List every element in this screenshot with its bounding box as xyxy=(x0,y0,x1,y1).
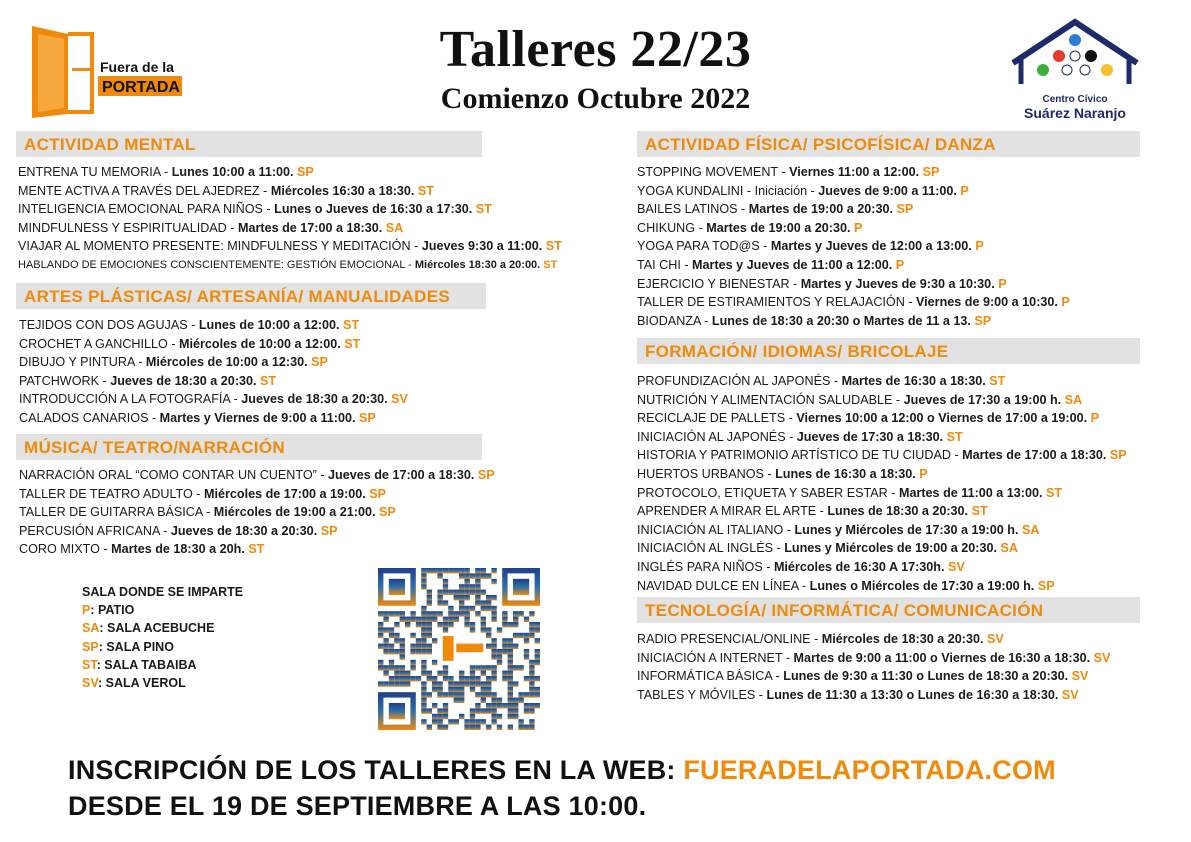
workshop-name: RADIO PRESENCIAL/ONLINE - xyxy=(637,632,822,646)
workshop-item xyxy=(19,316,486,335)
workshop-room-code: SP xyxy=(1037,578,1055,593)
workshop-item xyxy=(19,353,486,372)
workshop-item xyxy=(637,409,1140,428)
workshop-room-code: P xyxy=(919,466,928,481)
workshop-name: CROCHET A GANCHILLO - xyxy=(19,336,180,351)
workshop-item xyxy=(637,163,1140,182)
workshop-room-code: P xyxy=(975,239,984,254)
workshop-schedule: Jueves de 18:30 a 20:30. xyxy=(241,392,388,407)
workshop-schedule: Martes de 16:30 a 18:30. xyxy=(841,374,986,388)
workshop-name: CHIKUNG - xyxy=(637,220,707,235)
workshop-room-code: SP xyxy=(297,165,314,179)
workshop-name: TABLES Y MÓVILES - xyxy=(637,687,767,702)
workshop-item xyxy=(637,539,1140,558)
workshop-room-code: P xyxy=(960,183,969,198)
workshop-name: INFORMÁTICA BÁSICA - xyxy=(637,669,784,684)
workshop-schedule: Miércoles 16:30 a 18:30. xyxy=(270,183,415,198)
workshop-name: MINDFULNESS Y ESPIRITUALIDAD - xyxy=(18,220,238,235)
workshop-schedule: Lunes de 18:30 a 20:30. xyxy=(827,504,969,519)
workshop-item xyxy=(637,686,1140,705)
legend-entry xyxy=(82,674,243,692)
workshop-room-code: ST xyxy=(545,239,562,254)
workshop-item xyxy=(18,200,492,219)
legend-entries xyxy=(82,601,243,692)
workshop-name: RECICLAJE DE PALLETS - xyxy=(637,411,797,426)
workshop-name: TAI CHI - xyxy=(637,257,693,272)
workshop-schedule: Lunes de 18:30 a 20:30 o Martes de 11 a 13. xyxy=(711,313,971,328)
workshop-list xyxy=(637,163,1140,330)
workshop-item xyxy=(637,558,1140,577)
workshop-schedule: Lunes o Jueves de 16:30 a 17:30. xyxy=(274,202,473,217)
workshop-name: BAILES LATINOS - xyxy=(637,202,749,217)
workshop-name: VIAJAR AL MOMENTO PRESENTE: MINDFULNESS Y MEDITACIÓN - xyxy=(18,239,422,254)
workshop-schedule: Miércoles de 17:00 a 19:00. xyxy=(203,486,366,501)
workshop-room-code: P xyxy=(1061,295,1070,310)
workshop-item xyxy=(637,372,1140,391)
workshop-room-code: SV xyxy=(1093,650,1111,665)
workshop-item xyxy=(637,256,1140,275)
workshop-name: HUERTOS URBANOS - xyxy=(637,466,776,481)
workshop-schedule: Martes y Jueves de 12:00 a 13:00. xyxy=(770,239,972,254)
workshop-schedule: Martes de 18:30 a 20h. xyxy=(111,542,245,557)
workshop-room-code: ST xyxy=(543,258,558,271)
workshop-schedule: Miércoles de 10:00 a 12:00. xyxy=(179,336,341,351)
legend-label: : SALA ACEBUCHE xyxy=(99,621,215,636)
workshop-room-code: SP xyxy=(369,486,387,501)
workshop-item xyxy=(637,630,1140,649)
workshop-schedule: Martes de 17:00 a 18:30. xyxy=(962,448,1107,463)
fuera-de-la-portada-logo xyxy=(28,22,188,122)
workshop-name: PROTOCOLO, ETIQUETA Y SABER ESTAR - xyxy=(637,485,899,500)
workshop-room-code: SA xyxy=(1000,541,1019,556)
workshop-schedule: Martes de 17:00 a 18:30. xyxy=(237,220,383,235)
workshop-room-code: ST xyxy=(971,504,988,519)
workshop-name: TEJIDOS CON DOS AGUJAS - xyxy=(19,318,199,332)
workshop-schedule: Viernes de 9:00 a 10:30. xyxy=(916,295,1058,310)
workshop-item xyxy=(19,409,486,428)
website-link[interactable]: FUERADELAPORTADA.COM xyxy=(683,755,1056,785)
workshop-schedule: Miércoles de 10:00 a 12:30. xyxy=(145,355,308,370)
workshop-room-code: ST xyxy=(475,202,492,217)
workshop-name: STOPPING MOVEMENT - xyxy=(637,165,790,179)
workshop-room-code: SP xyxy=(1109,448,1127,463)
workshop-list xyxy=(16,466,495,559)
workshop-item xyxy=(637,182,1140,201)
workshop-name: CALADOS CANARIOS - xyxy=(19,410,160,425)
workshop-room-code: ST xyxy=(1046,485,1063,500)
workshop-item xyxy=(18,163,482,182)
workshop-name: APRENDER A MIRAR EL ARTE - xyxy=(637,504,828,519)
workshop-item xyxy=(19,466,495,485)
workshop-room-code: P xyxy=(853,220,863,235)
workshop-name: INTRODUCCIÓN A LA FOTOGRAFÍA - xyxy=(19,392,242,407)
section-heading: ACTIVIDAD FÍSICA/ PSICOFÍSICA/ DANZA xyxy=(637,131,1140,157)
workshop-item xyxy=(637,667,1140,686)
workshop-item xyxy=(19,335,486,354)
section-formacion-idiomas xyxy=(637,338,1140,595)
workshop-item xyxy=(637,275,1140,294)
workshop-name: EJERCICIO Y BIENESTAR - xyxy=(637,276,801,291)
workshop-room-code: SP xyxy=(974,313,992,328)
workshop-schedule: Lunes de 11:30 a 13:30 o Lunes de 16:30 a 18:30. xyxy=(766,687,1059,702)
workshop-name: ENTRENA TU MEMORIA - xyxy=(18,165,172,179)
legend-label: : SALA VEROL xyxy=(98,676,186,691)
workshop-name: INGLÉS PARA NIÑOS - xyxy=(637,559,774,574)
workshop-schedule: Miércoles de 19:00 a 21:00. xyxy=(213,505,376,520)
workshop-name: INICIACIÓN A INTERNET - xyxy=(637,650,794,665)
legend-entry xyxy=(82,619,243,637)
room-legend xyxy=(82,583,243,692)
workshop-list xyxy=(16,163,562,275)
workshop-schedule: Martes de 11:00 a 13:00. xyxy=(898,485,1043,500)
workshop-room-code: SV xyxy=(1071,669,1089,684)
workshop-item xyxy=(637,465,1140,484)
legend-code: P xyxy=(82,603,91,618)
workshop-name: CORO MIXTO - xyxy=(19,542,112,557)
workshop-name: PATCHWORK - xyxy=(19,373,111,388)
workshop-schedule: Martes y Jueves de 11:00 a 12:00. xyxy=(692,257,893,272)
legend-title: SALA DONDE SE IMPARTE xyxy=(82,585,244,599)
workshop-room-code: P xyxy=(895,257,905,272)
workshop-room-code: ST xyxy=(989,374,1006,388)
workshop-item xyxy=(18,256,558,275)
section-heading: FORMACIÓN/ IDIOMAS/ BRICOLAJE xyxy=(637,338,1140,364)
workshop-room-code: SV xyxy=(391,392,408,407)
workshop-item xyxy=(18,182,482,201)
workshop-name: PROFUNDIZACIÓN AL JAPONÉS - xyxy=(637,374,842,388)
section-heading: ARTES PLÁSTICAS/ ARTESANÍA/ MANUALIDADES xyxy=(16,283,486,309)
workshop-room-code: SP xyxy=(896,202,914,217)
svg-text:Suárez Naranjo: Suárez Naranjo xyxy=(1024,105,1126,121)
workshop-list xyxy=(637,372,1140,595)
workshop-name: YOGA KUNDALINI - Iniciación - xyxy=(637,183,819,198)
workshop-schedule: Jueves de 17:30 a 19:00 h. xyxy=(903,392,1062,407)
workshop-item xyxy=(19,372,486,391)
section-musica-teatro xyxy=(16,434,495,559)
centro-civico-logo xyxy=(1005,18,1145,123)
workshop-name: INICIACIÓN AL INGLÉS - xyxy=(637,541,785,556)
workshop-room-code: SV xyxy=(948,559,965,574)
workshop-room-code: SA xyxy=(1064,392,1083,407)
workshop-schedule: Lunes de 10:00 a 12:00. xyxy=(198,318,340,332)
workshop-schedule: Martes de 19:00 a 20:30. xyxy=(748,202,893,217)
workshop-schedule: Jueves de 17:30 a 18:30. xyxy=(796,429,944,444)
workshop-room-code: ST xyxy=(417,183,434,198)
workshop-room-code: SA xyxy=(385,220,404,235)
legend-entry xyxy=(82,601,243,619)
workshop-schedule: Miércoles 18:30 a 20:00. xyxy=(414,258,541,271)
svg-text:Fuera de la: Fuera de la xyxy=(100,59,174,75)
workshop-item xyxy=(637,649,1140,668)
workshop-name: BIODANZA - xyxy=(637,313,712,328)
workshop-item xyxy=(19,390,486,409)
workshop-room-code: SP xyxy=(379,505,396,520)
workshop-item xyxy=(19,503,482,522)
workshop-schedule: Viernes 11:00 a 12:00. xyxy=(789,165,920,179)
workshop-name: PERCUSIÓN AFRICANA - xyxy=(19,523,171,538)
workshop-item xyxy=(19,522,482,541)
workshop-item xyxy=(18,237,562,256)
workshop-list xyxy=(637,630,1140,704)
legend-code: SA xyxy=(82,621,100,636)
page-subtitle: Comienzo Octubre 2022 xyxy=(440,82,751,115)
workshop-room-code: SP xyxy=(358,410,376,425)
workshop-schedule: Martes y Jueves de 9:30 a 10:30. xyxy=(800,276,995,291)
workshop-item xyxy=(637,312,1140,331)
workshop-item xyxy=(637,502,1140,521)
workshop-room-code: ST xyxy=(344,336,361,351)
workshop-room-code: P xyxy=(1090,411,1100,426)
workshop-name: TALLER DE ESTIRAMIENTOS Y RELAJACIÓN - xyxy=(637,295,916,310)
footer-line-2: DESDE EL 19 DE SEPTIEMBRE A LAS 10:00. xyxy=(68,791,647,821)
section-heading: ACTIVIDAD MENTAL xyxy=(16,131,482,157)
workshop-room-code: SP xyxy=(311,355,328,370)
workshop-schedule: Jueves de 18:30 a 20:30. xyxy=(110,373,257,388)
workshop-item xyxy=(637,577,1140,596)
workshop-schedule: Martes de 19:00 a 20:30. xyxy=(706,220,851,235)
section-heading: TECNOLOGÍA/ INFORMÁTICA/ COMUNICACIÓN xyxy=(637,597,1140,623)
workshop-room-code: ST xyxy=(343,318,360,332)
workshop-name: NAVIDAD DULCE EN LÍNEA - xyxy=(637,578,810,593)
workshop-schedule: Martes y Viernes de 9:00 a 11:00. xyxy=(159,410,356,425)
registration-footer xyxy=(68,752,1056,824)
workshop-name: MENTE ACTIVA A TRAVÉS DEL AJEDREZ - xyxy=(18,183,271,198)
workshop-schedule: Jueves de 17:00 a 18:30. xyxy=(328,468,475,482)
qr-code[interactable] xyxy=(378,568,554,731)
workshop-room-code: SP xyxy=(477,468,495,482)
workshop-name: INTELIGENCIA EMOCIONAL PARA NIÑOS - xyxy=(18,202,275,217)
legend-label: : PATIO xyxy=(90,603,135,618)
workshop-room-code: P xyxy=(998,276,1007,291)
workshop-schedule: Lunes o Miércoles de 17:30 a 19:00 h. xyxy=(809,578,1035,593)
workshop-schedule: Lunes y Miércoles de 19:00 a 20:30. xyxy=(784,541,998,556)
workshop-schedule: Jueves de 18:30 a 20:30. xyxy=(170,523,318,538)
house-icon xyxy=(1005,18,1145,123)
workshop-item xyxy=(637,200,1140,219)
workshop-item xyxy=(637,446,1140,465)
legend-entry xyxy=(82,656,243,674)
workshop-name: TALLER DE TEATRO ADULTO - xyxy=(19,486,204,501)
workshop-item xyxy=(637,391,1140,410)
workshop-schedule: Jueves 9:30 a 11:00. xyxy=(421,239,543,254)
workshop-room-code: SV xyxy=(986,632,1004,646)
workshop-item xyxy=(637,428,1140,447)
workshop-schedule: Lunes y Miércoles de 17:30 a 19:00 h. xyxy=(794,522,1019,537)
svg-text:PORTADA: PORTADA xyxy=(102,79,180,96)
workshop-room-code: SA xyxy=(1021,522,1040,537)
workshop-item xyxy=(18,219,482,238)
legend-code: SP xyxy=(82,639,99,654)
workshop-name: INICIACIÓN AL JAPONÉS - xyxy=(637,429,797,444)
workshop-name: INICIACIÓN AL ITALIANO - xyxy=(637,522,795,537)
workshop-room-code: ST xyxy=(260,373,277,388)
workshop-name: HABLANDO DE EMOCIONES CONSCIENTEMENTE: GESTIÓN EMOCIONAL - xyxy=(18,258,415,271)
workshop-name: NUTRICIÓN Y ALIMENTACIÓN SALUDABLE - xyxy=(637,392,904,407)
workshop-schedule: Lunes 10:00 a 11:00. xyxy=(171,165,294,179)
workshop-schedule: Miércoles de 18:30 a 20:30. xyxy=(821,632,984,646)
legend-code: ST xyxy=(82,657,97,672)
door-icon xyxy=(28,22,188,122)
workshop-schedule: Jueves de 9:00 a 11:00. xyxy=(818,183,957,198)
section-actividad-fisica xyxy=(637,131,1140,330)
workshop-room-code: SP xyxy=(320,523,338,538)
workshop-item xyxy=(637,237,1140,256)
legend-label: : SALA TABAIBA xyxy=(96,657,197,672)
workshop-schedule: Viernes 10:00 a 12:00 o Viernes de 17:00 a 19:00. xyxy=(796,411,1088,426)
section-tecnologia xyxy=(637,597,1140,704)
workshop-room-code: SP xyxy=(922,165,940,179)
workshop-name: NARRACIÓN ORAL “COMO CONTAR UN CUENTO” - xyxy=(19,468,329,482)
section-artes-plasticas xyxy=(16,283,486,428)
workshop-item xyxy=(19,540,482,559)
legend-entry xyxy=(82,638,243,656)
workshop-name: YOGA PARA TOD@S - xyxy=(637,239,771,254)
workshop-room-code: ST xyxy=(248,542,265,557)
page-title: Talleres 22/23 xyxy=(439,21,752,78)
workshop-name: TALLER DE GUITARRA BÁSICA - xyxy=(19,505,214,520)
workshop-room-code: ST xyxy=(946,429,963,444)
workshop-schedule: Lunes de 9:30 a 11:30 o Lunes de 18:30 a 20:30. xyxy=(783,669,1069,684)
footer-line-1: INSCRIPCIÓN DE LOS TALLERES EN LA WEB: FUERADELAPORTADA.COM xyxy=(68,755,1056,785)
legend-code: SV xyxy=(82,676,98,691)
workshop-item xyxy=(637,521,1140,540)
workshop-name: DIBUJO Y PINTURA - xyxy=(19,355,146,370)
workshop-item xyxy=(19,485,482,504)
workshop-item xyxy=(637,219,1140,238)
qr-code-icon xyxy=(378,568,554,731)
workshop-schedule: Miércoles de 16:30 A 17:30h. xyxy=(773,559,945,574)
workshop-schedule: Lunes de 16:30 a 18:30. xyxy=(775,466,916,481)
section-heading: MÚSICA/ TEATRO/NARRACIÓN xyxy=(16,434,482,460)
workshop-name: HISTORIA Y PATRIMONIO ARTÍSTICO DE TU CIUDAD - xyxy=(637,448,963,463)
workshop-item xyxy=(637,484,1140,503)
workshop-room-code: SV xyxy=(1061,687,1079,702)
svg-text:Centro Cívico: Centro Cívico xyxy=(1042,94,1108,105)
legend-label: : SALA PINO xyxy=(98,639,174,654)
workshop-list xyxy=(16,316,486,428)
workshop-schedule: Martes de 9:00 a 11:00 o Viernes de 16:30 a 18:30. xyxy=(793,650,1091,665)
workshop-item xyxy=(637,293,1140,312)
section-actividad-mental xyxy=(16,131,562,275)
